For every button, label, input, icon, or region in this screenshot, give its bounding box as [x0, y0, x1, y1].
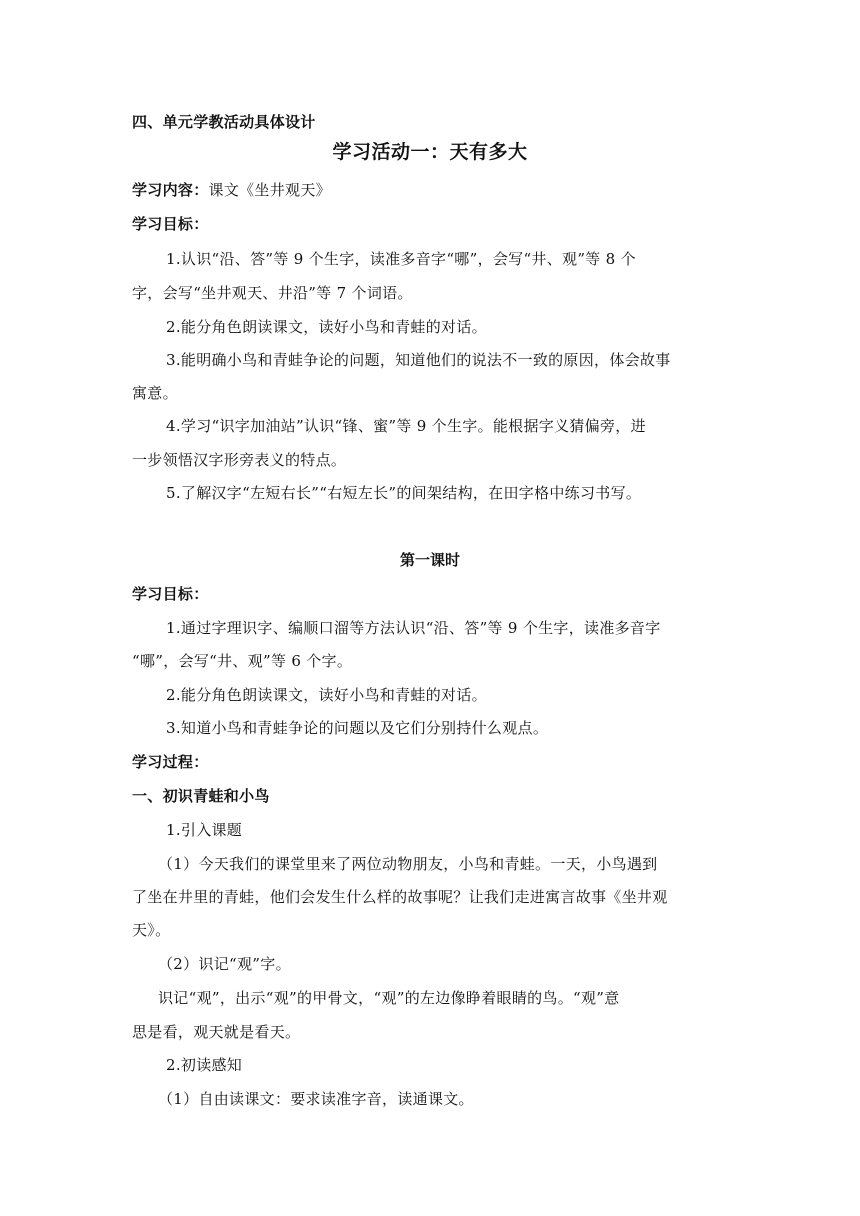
lesson-objective-line: 1.通过字理识字、编顺口溜等方法认识“沿、答”等 9 个生字，读准多音字	[166, 619, 661, 637]
objective-line: 4.学习“识字加油站”认识“锋、蜜”等 9 个生字。能根据字义猜偏旁，进	[166, 417, 646, 435]
process-line: （1）自由读课文：要求读准字音，读通课文。	[158, 1090, 474, 1108]
content-label: 学习内容：	[132, 181, 209, 199]
content-line	[132, 180, 732, 200]
lesson-objectives-heading: 学习目标：	[132, 585, 209, 603]
objective-line: 寓意。	[132, 384, 178, 402]
process-line: 思是看，观天就是看天。	[132, 1023, 301, 1041]
process-line: （2）识记“观”字。	[158, 955, 291, 973]
process-line: 1.引入课题	[166, 821, 243, 839]
lesson-objective-line: 2.能分角色朗读课文，读好小鸟和青蛙的对话。	[166, 686, 487, 704]
activity-title: 学习活动一：天有多大	[332, 141, 528, 163]
process-heading: 学习过程：	[132, 753, 209, 771]
objectives-heading: 学习目标：	[132, 215, 209, 233]
objective-line: 5.了解汉字“左短右长”“右短左长”的间架结构，在田字格中练习书写。	[166, 484, 642, 502]
process-line: 了坐在井里的青蛙，他们会发生什么样的故事呢？让我们走进寓言故事《坐井观	[132, 888, 668, 906]
process-line: 识记“观”，出示“观”的甲骨文，“观”的左边像睁着眼睛的鸟。“观”意	[158, 989, 620, 1007]
lesson-objective-line: “哪”，会写“井、观”等 6 个字。	[132, 652, 353, 670]
content-value: 课文《坐井观天》	[208, 181, 331, 199]
process-step-heading: 一、初识青蛙和小鸟	[132, 787, 270, 805]
process-line: 天》。	[132, 921, 171, 939]
lesson-objective-line: 3.知道小鸟和青蛙争论的问题以及它们分别持什么观点。	[166, 719, 549, 737]
objective-line: 3.能明确小鸟和青蛙争论的问题，知道他们的说法不一致的原因，体会故事	[166, 351, 671, 369]
objective-line: 字，会写“坐井观天、井沿”等 7 个词语。	[132, 284, 413, 302]
objective-line: 一步领悟汉字形旁表义的特点。	[132, 451, 347, 469]
process-line: （1）今天我们的课堂里来了两位动物朋友，小鸟和青蛙。一天，小鸟遇到	[158, 855, 658, 873]
objective-line: 1.认识“沿、答”等 9 个生字，读准多音字“哪”，会写“井、观”等 8 个	[166, 250, 636, 268]
section-heading: 四、单元学教活动具体设计	[132, 113, 316, 131]
lesson-title: 第一课时	[399, 551, 460, 569]
process-line: 2.初读感知	[166, 1056, 243, 1074]
objective-line: 2.能分角色朗读课文，读好小鸟和青蛙的对话。	[166, 318, 487, 336]
